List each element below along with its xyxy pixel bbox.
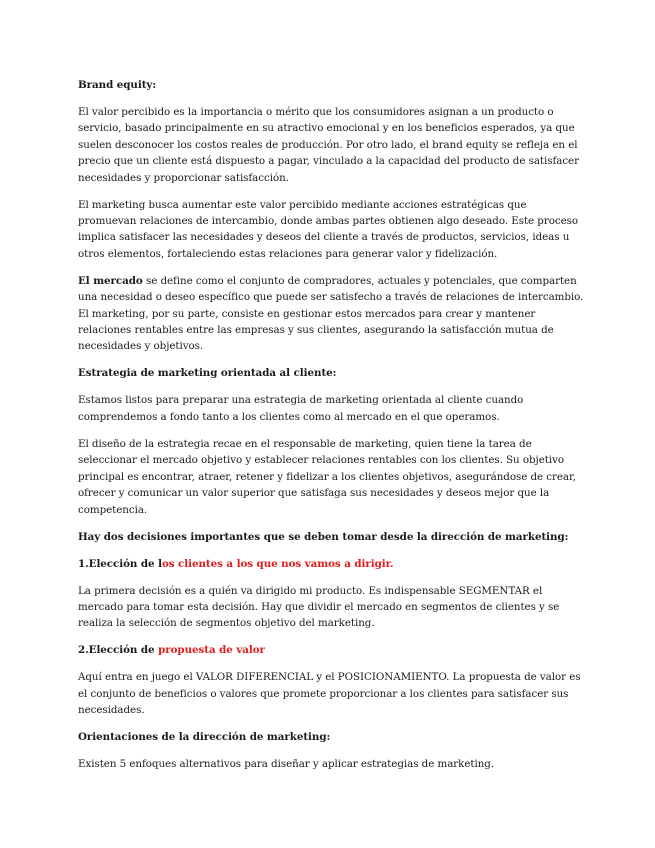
decision-1-heading [78,556,585,572]
paragraph-diseno-estrategia: El diseño de la estrategia recae en el responsable de marketing, quien tiene la tarea de seleccionar el mercado objetivo y establecer relaciones rentables con los clientes. Su objetivo principal es encontrar, atraer, retener y fidelizar a los clientes objetivos, asegurándose de crear, ofrecer y comunicar un valor superior que satisfaga sus necesidades y deseos mejor que la competencia. [78,437,576,516]
heading-dos-decisiones: Hay dos decisiones importantes que se deben tomar desde la dirección de marketing: [78,530,569,543]
paragraph-el-mercado-text: se define como el conjunto de compradores, actuales y potenciales, que comparten una necesidad o deseo específico que puede ser satisfecho a través de relaciones de intercambio. El marketing, por su parte, consiste en gestionar estos mercados para crear y mantener relaciones rentables entre las empresas y sus clientes, asegurando la satisfacción mutua de necesidades y objetivos. [78,274,584,353]
decision-2-prefix: 2.Elección de [78,644,159,657]
paragraph-marketing-busca: El marketing busca aumentar este valor percibido mediante acciones estratégicas que promuevan relaciones de intercambio, donde ambas partes obtienen algo deseado. Este proceso implica satisfacer las necesidades y deseos del cliente a través de productos, servicios, ideas u otros elementos, fortaleciendo estas relaciones para generar valor y fidelización. [78,198,579,260]
paragraph-cinco-enfoques: Existen 5 enfoques alternativos para diseñar y aplicar estrategias de marketing. [78,758,495,771]
decision-1-highlight: os clientes a los que nos vamos a dirigir. [161,557,394,570]
paragraph-valor-diferencial: Aquí entra en juego el VALOR DIFERENCIAL y el POSICIONAMIENTO. La propuesta de valor es el conjunto de beneficios o valores que promete proporcionar a los clientes para satisfacer sus necesidades. [78,671,581,717]
heading-brand-equity: Brand equity: [78,79,157,91]
paragraph-estamos-listos: Estamos listos para preparar una estrategia de marketing orientada al cliente cuando comprendemos a fondo tanto a los clientes como al mercado en el que operamos. [78,394,524,423]
paragraph-valor-percibido: El valor percibido es la importancia o mérito que los consumidores asignan a un producto o servicio, basado principalmente en su atractivo emocional y en los beneficios esperados, ya que suelen desconocer los costos reales de producción. Por otro lado, el brand equity se refleja en el precio que un cliente está dispuesto a pagar, vinculado a la capacidad del producto de satisfacer necesidades y proporcionar satisfacción. [78,106,579,184]
decision-2-heading [78,642,585,658]
heading-estrategia: Estrategia de marketing orientada al cliente: [78,367,337,380]
decision-1-prefix: 1.Elección de l [78,557,162,570]
paragraph-el-mercado [78,273,585,355]
paragraph-primera-decision: La primera decisión es a quién va dirigido mi producto. Es indispensable SEGMENTAR el mercado para tomar esta decisión. Hay que dividir el mercado en segmentos de clientes y se realiza la selección de segmentos objetivo del marketing. [78,584,560,630]
decision-2-highlight: propuesta de valor [158,644,265,657]
term-el-mercado: El mercado [78,274,143,287]
heading-orientaciones: Orientaciones de la dirección de marketing: [78,731,331,744]
